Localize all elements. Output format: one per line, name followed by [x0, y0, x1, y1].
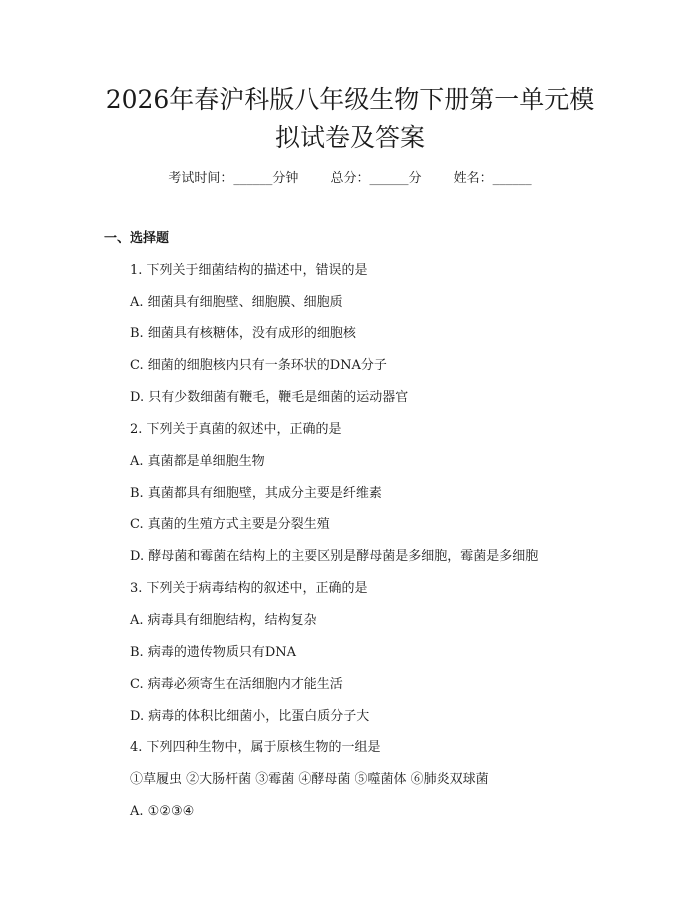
question-2-option-c: C. 真菌的生殖方式主要是分裂生殖 — [130, 517, 330, 532]
question-1-option-a: A. 细菌具有细胞壁、细胞膜、细胞质 — [130, 295, 343, 310]
question-2-option-a: A. 真菌都是单细胞生物 — [130, 454, 265, 469]
question-3-option-a: A. 病毒具有细胞结构，结构复杂 — [130, 613, 317, 628]
question-4-option-a: A. ①②③④ — [130, 804, 195, 819]
exam-time-label: 考试时间： — [168, 171, 234, 186]
total-score-blank: ______ — [369, 171, 409, 186]
total-score-label: 总分： — [330, 171, 370, 186]
name-field — [454, 170, 532, 188]
question-3-option-d: D. 病毒的体积比细菌小，比蛋白质分子大 — [130, 709, 370, 724]
title-line-2: 拟试卷及答案 — [274, 123, 425, 152]
name-blank: ______ — [492, 171, 532, 186]
exam-time-blank: ______ — [233, 171, 273, 186]
title-line-1: 2026年春沪科版八年级生物下册第一单元模 — [105, 85, 595, 114]
question-3-option-c: C. 病毒必须寄生在活细胞内才能生活 — [130, 677, 343, 692]
section-heading-choice: 一、选择题 — [104, 231, 170, 246]
question-1-option-b: B. 细菌具有核糖体，没有成形的细胞核 — [130, 326, 356, 341]
question-2-option-b: B. 真菌都具有细胞壁，其成分主要是纤维素 — [130, 486, 382, 501]
question-4-organism-list: ①草履虫 ②大肠杆菌 ③霉菌 ④酵母菌 ⑤噬菌体 ⑥肺炎双球菌 — [130, 772, 489, 787]
exam-time-unit: 分钟 — [272, 171, 299, 186]
question-1-option-c: C. 细菌的细胞核内只有一条环状的DNA分子 — [130, 358, 387, 373]
question-3-stem: 3. 下列关于病毒结构的叙述中，正确的是 — [130, 581, 368, 596]
name-label: 姓名： — [453, 171, 493, 186]
total-score-unit: 分 — [408, 171, 422, 186]
total-score-field — [330, 170, 421, 188]
question-1-stem: 1. 下列关于细菌结构的描述中，错误的是 — [130, 263, 368, 278]
question-1-option-d: D. 只有少数细菌有鞭毛，鞭毛是细菌的运动器官 — [130, 390, 409, 405]
question-3-option-b: B. 病毒的遗传物质只有DNA — [130, 645, 297, 660]
question-2-option-d: D. 酵母菌和霉菌在结构上的主要区别是酵母菌是多细胞，霉菌是多细胞 — [130, 549, 539, 564]
exam-info — [0, 170, 700, 188]
question-2-stem: 2. 下列关于真菌的叙述中，正确的是 — [130, 422, 342, 437]
question-4-stem: 4. 下列四种生物中，属于原核生物的一组是 — [130, 740, 381, 755]
exam-time-field — [168, 170, 298, 188]
